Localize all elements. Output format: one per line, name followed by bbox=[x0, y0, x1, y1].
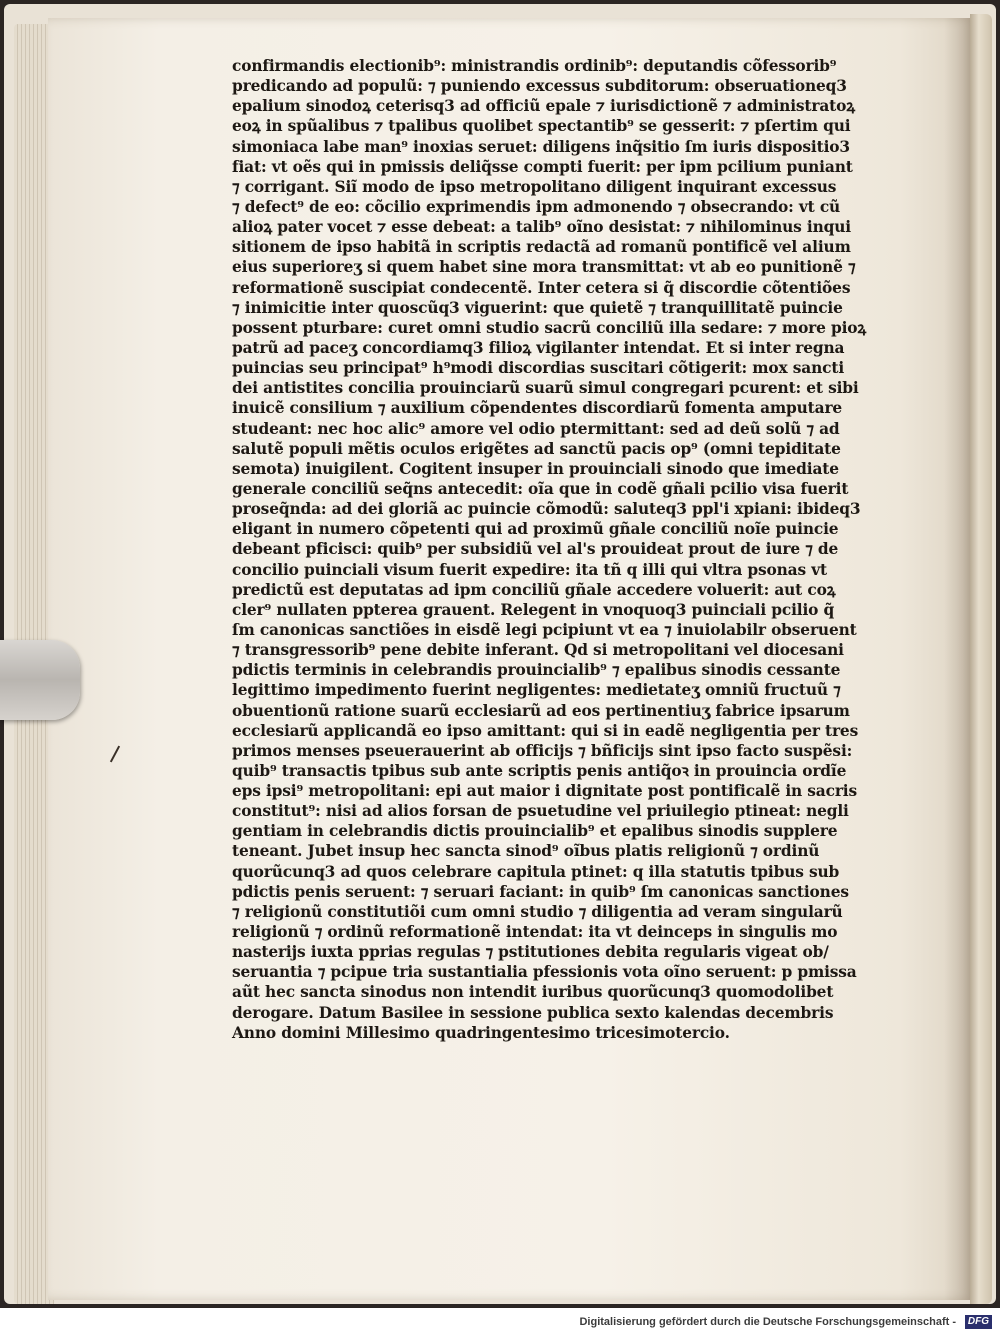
text-line: legittimo impedimento fuerint negligentes: medietateʒ omniũ fructuũ ⁊ bbox=[232, 681, 841, 700]
text-line: ecclesiarũ applicandã eo ipso amittant: qui si in eadẽ negligentia per tres bbox=[232, 721, 859, 740]
text-line: epalium sinodoꝝ ceterisq3 ad officiũ epale ⁊ iurisdictionẽ ⁊ administratoꝝ bbox=[232, 97, 855, 116]
text-line: inuicẽ consilium ⁊ auxilium cõpendentes discordiarũ fomenta amputare bbox=[232, 399, 843, 418]
dfg-logo: DFG bbox=[965, 1315, 992, 1329]
text-line: obuentionũ ratione suarũ ecclesiarũ ad eos pertinentiuʒ fabrice ipsarum bbox=[232, 701, 850, 720]
text-line: debeant pficisci: quib⁹ per subsidiũ vel al's prouideat prout de iure ⁊ de bbox=[232, 540, 839, 559]
text-line: concilio puinciali visum fuerit expedire: ita tñ q illi qui vltra psonas vt bbox=[232, 560, 827, 579]
text-line: alioꝝ pater vocet ⁊ esse debeat: a talib⁹ oĩno desistat: ⁊ nihilominus inqui bbox=[232, 218, 851, 237]
text-line: cler⁹ nullaten ppterea grauent. Relegent in vnoquoq3 puinciali pcilio q̃ bbox=[232, 600, 835, 619]
footer-credit: Digitalisierung gefördert durch die Deutsche Forschungsgemeinschaft - bbox=[579, 1316, 956, 1328]
text-line: salutẽ populi mẽtis oculos erigẽtes ad sanctũ pacis op⁹ (omni tepiditate bbox=[232, 439, 841, 458]
text-line: puincias seu principat⁹ h⁹modi discordias suscitari cõtigerit: mox sancti bbox=[232, 359, 845, 378]
text-block bbox=[232, 56, 932, 1043]
text-line: predictũ est deputatas ad ipm conciliũ gñale accedere voluerit: aut coꝝ bbox=[232, 580, 836, 599]
text-line: religionũ ⁊ ordinũ reformationẽ intendat: ita vt deinceps in singulis mo bbox=[232, 923, 838, 942]
text-line: eps ipsi⁹ metropolitani: epi aut maior i dignitate post pontificalẽ in sacris bbox=[232, 782, 858, 801]
text-line: sitionem de ipso habitã in scriptis redactã ad romanũ pontificẽ vel alium bbox=[232, 238, 851, 257]
text-line: teneant. Jubet insup hec sancta sinod⁹ oĩbus platis religionũ ⁊ ordinũ bbox=[232, 842, 820, 861]
text-line: reformationẽ suscipiat condecentẽ. Inter cetera si q̃ discordie cõtentiões bbox=[232, 278, 851, 297]
text-line: patrũ ad paceʒ concordiamq3 filioꝝ vigilanter intendat. Et si inter regna bbox=[232, 338, 845, 357]
text-line: quib⁹ transactis tpibus sub ante scriptis penis antiq̃oꝛ in prouincia ordĩe bbox=[232, 761, 847, 780]
text-line: seruantia ⁊ pcipue tria sustantialia pfessionis vota oĩno seruent: p pmissa bbox=[232, 963, 857, 982]
text-line: fiat: vt oẽs qui in pmissis deliq̃sse compti fuerit: per ipm pcilium puniant bbox=[232, 157, 853, 176]
text-line: dei antistites concilia prouinciarũ suarũ simul congregari pcurent: et sibi bbox=[232, 379, 859, 398]
text-line: pdictis terminis in celebrandis prouincialib⁹ ⁊ epalibus sinodis cessante bbox=[232, 661, 841, 680]
text-line: semota) inuigilent. Cogitent insuper in prouinciali sinodo que imediate bbox=[232, 459, 839, 478]
text-line: nasterijs iuxta pprias regulas ⁊ pstitutiones debita regularis vigeat ob/ bbox=[232, 943, 829, 962]
text-line: ſm canonicas sanctiões in eisdẽ legi pcipiunt vt ea ⁊ inuiolabilr obseruent bbox=[232, 620, 857, 639]
text-line: ⁊ defect⁹ de eo: cõcilio exprimendis ipm admonendo ⁊ obsecrando: vt cũ bbox=[232, 197, 841, 216]
footer-bar bbox=[0, 1308, 1000, 1336]
text-line: confirmandis electionib⁹: ministrandis ordinib⁹: deputandis cõfessorib⁹ bbox=[232, 57, 837, 75]
book-spine bbox=[970, 14, 992, 1304]
text-line: ⁊ transgressorib⁹ pene debite inferant. Qd si metropolitani vel diocesani bbox=[232, 641, 844, 660]
text-line: pdictis penis seruent: ⁊ seruari faciant: in quib⁹ ſm canonicas sanctiones bbox=[232, 882, 849, 901]
text-line: generale conciliũ seq̃ns antecedit: oĩa que in codẽ gñali pcilio visa fuerit bbox=[232, 479, 849, 498]
text-line: ⁊ corrigant. Siĩ modo de ipso metropolitano diligent inquirant excessus bbox=[232, 177, 837, 196]
text-line: primos menses pseuerauerint ab officijs ⁊ bñficijs sint ipso facto suspẽsi: bbox=[232, 741, 853, 760]
text-line: predicando ad populũ: ⁊ puniendo excessus subditorum: obseruationeq3 bbox=[232, 77, 847, 96]
page-clip bbox=[0, 640, 80, 720]
text-line: Anno domini Millesimo quadringentesimo tricesimotercio. bbox=[232, 1023, 730, 1042]
text-line: eoꝝ in spũalibus ⁊ tpalibus quolibet spectantib⁹ se gesserit: ⁊ pſertim qui bbox=[232, 117, 851, 136]
text-line: eius superioreʒ si quem habet sine mora transmittat: vt ab eo punitionẽ ⁊ bbox=[232, 258, 856, 277]
text-line: quorũcunq3 ad quos celebrare capitula ptinet: q illa statutis tpibus sub bbox=[232, 862, 840, 881]
text-line: studeant: nec hoc alic⁹ amore vel odio ptermittant: sed ad deũ solũ ⁊ ad bbox=[232, 419, 840, 438]
text-line: ⁊ religionũ constitutiõi cum omni studio ⁊ diligentia ad veram singularũ bbox=[232, 902, 843, 921]
text-line: gentiam in celebrandis dictis prouincialib⁹ et epalibus sinodis supplere bbox=[232, 822, 838, 841]
text-line: proseq̃nda: ad dei gloriã ac puincie cõmodũ: saluteq3 ppl'i xpiani: ibideq3 bbox=[232, 500, 861, 519]
text-line: aũt hec sancta sinodus non intendit iuribus quorũcunq3 quomodolibet bbox=[232, 983, 834, 1002]
text-line: possent pturbare: curet omni studio sacrũ conciliũ illa sedare: ⁊ more pioꝝ bbox=[232, 318, 867, 337]
text-line: eligant in numero cõpetenti qui ad proximũ gñale conciliũ noĩe puincie bbox=[232, 520, 839, 539]
text-line: derogare. Datum Basilee in sessione publica sexto kalendas decembris bbox=[232, 1003, 834, 1022]
text-line: constitut⁹: nisi ad alios forsan de psuetudine vel priuilegio ptineat: negli bbox=[232, 802, 849, 821]
text-line: ⁊ inimicitie inter quoscũq3 viguerint: que quietẽ ⁊ tranquillitatẽ puincie bbox=[232, 298, 843, 317]
text-line: simoniaca labe man⁹ inoxias seruet: diligens inq̃sitio ſm iuris dispositio3 bbox=[232, 137, 850, 156]
